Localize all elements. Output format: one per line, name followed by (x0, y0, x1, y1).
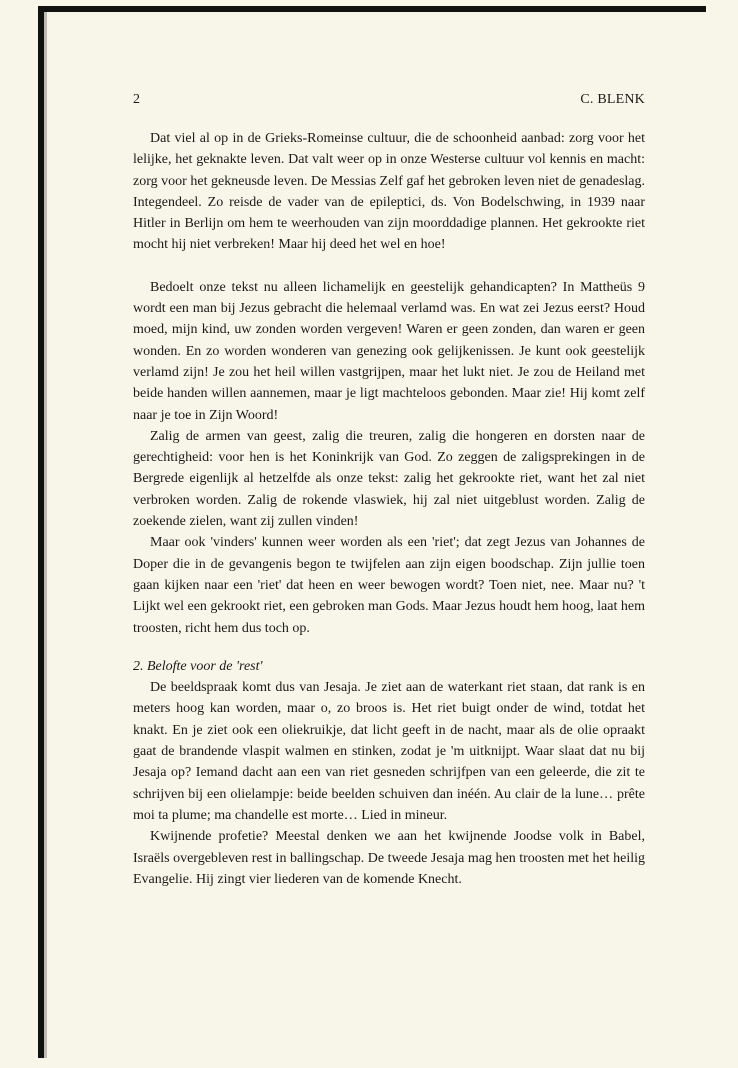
running-head (133, 92, 645, 112)
paragraph: Bedoelt onze tekst nu alleen lichamelijk en geestelijk gehandicapten? In Mattheüs 9 wordt een man bij Jezus gebracht die helemaal verlamd was. En wat zei Jezus eerst? Houd moed, mijn kind, uw zonden worden vergeven! Waren er geen zonden, dan waren er geen wonden. En zo worden wonderen van genezing ook gelijkenissen. Je kunt ook geestelijk verlamd zijn! Je zou het heil willen vastgrijpen, maar het lukt niet. Je zou de Heiland met beide handen willen aannemen, maar je ligt machteloos gebonden. Maar zie! Hij komt zelf naar je toe in Zijn Woord! (133, 279, 645, 423)
section-heading: 2. Belofte voor de 'rest' (133, 658, 263, 674)
body-text (133, 128, 645, 890)
paragraph: Dat viel al op in de Grieks-Romeinse cultuur, die de schoonheid aanbad: zorg voor het lelijke, het geknakte leven. Dat valt weer op in onze Westerse cultuur vol kennis en macht: zorg voor het gekneusde leven. De Messias Zelf gaf het gebroken leven niet de genadeslag. Integendeel. Zo reisde de vader van de epileptici, ds. Von Bodelschwing, in 1939 naar Hitler in Berlijn om hem te weerhouden van zijn moorddadige plannen. Het gekrookte riet mocht hij niet verbreken! Maar hij deed het wel en hoe! (133, 131, 645, 253)
paragraph: Zalig de armen van geest, zalig die treuren, zalig die hongeren en dorsten naar de gerechtigheid: voor hen is het Koninkrijk van God. Zo zeggen de zaligsprekingen in de Bergrede eigenlijk al hetzelfde als onze tekst: zalig het gekrookte riet, want het zal niet verbroken worden. Zalig de rokende vlaswiek, hij zal niet uitgeblust worden. Zalig de zoekende zielen, want zij zullen vinden! (133, 428, 645, 530)
scan-edge-top (38, 6, 706, 12)
page-number: 2 (133, 92, 140, 107)
running-head-author: C. BLENK (580, 92, 645, 107)
paragraph: De beeldspraak komt dus van Jesaja. Je ziet aan de waterkant riet staan, dat rank is en meters hoog kan worden, maar o, zo broos is. Het riet buigt onder de wind, totdat het knakt. En je ziet ook een oliekruikje, dat licht geeft in de nacht, maar als de olie opraakt gaat de brandende vlaspit walmen en stinken, zodat je 'm uitknijpt. Waar slaat dat nu bij Jesaja op? Iemand dacht aan een van riet gesneden schrijfpen van een geleerde, die zit te schrijven bij een olielampje: beide beelden schuiven dan inéén. Au clair de la lune… prête moi ta plume; ma chandelle est morte… Lied in mineur. (133, 680, 645, 823)
scan-edge-shadow (44, 12, 47, 1058)
paragraph: Kwijnende profetie? Meestal denken we aan het kwijnende Joodse volk in Babel, Israëls overgebleven rest in ballingschap. De tweede Jesaja mag hen troosten met het heilig Evangelie. Hij zingt vier liederen van de komende Knecht. (133, 829, 645, 887)
paragraph: Maar ook 'vinders' kunnen weer worden als een 'riet'; dat zegt Jezus van Johannes de Doper die in de gevangenis begon te twijfelen aan zijn eigen boodschap. Zijn jullie toen gaan kijken naar een 'riet' dat heen en weer bewogen wordt? Toen niet, nee. Maar nu? 't Lijkt wel een gekrookt riet, een gebroken man Gods. Maar Jezus houdt hem hoog, laat hem troosten, richt hem dus toch op. (133, 535, 645, 636)
